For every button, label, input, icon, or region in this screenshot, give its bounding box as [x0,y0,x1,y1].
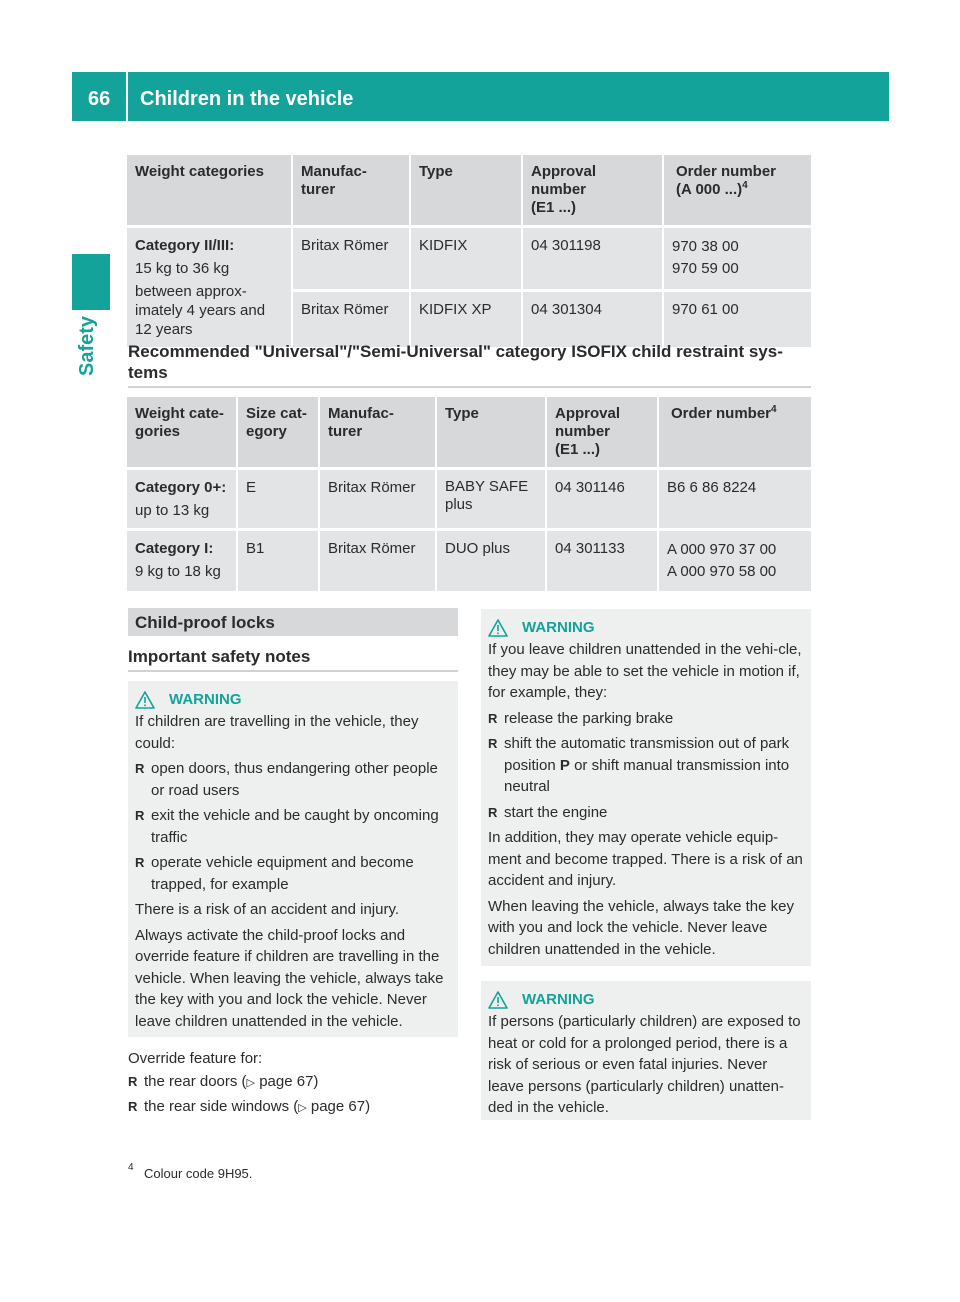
table-cell: 970 38 00 970 59 00 [664,228,811,292]
col-header-type: Type [437,397,547,470]
category-age: between approx- imately 4 years and 12 years [135,283,266,338]
page-number: 66 [88,88,111,110]
list-item: R start the engine [488,802,803,824]
table-cell: KIDFIX XP [411,292,523,350]
list-item: R operate vehicle equipment and become trapped, for example [135,852,450,895]
warning-triangle-icon [135,691,155,709]
warning-risk: There is a risk of an accident and injury. [135,901,400,918]
warning-triangle-icon [488,991,508,1009]
warning-advice: Always activate the child-proof locks and override feature if children are travelling in the vehicle. When leaving the vehicle, always take the key with you and lock the vehicle. Never leave children unattended in the vehicle. [135,926,444,1030]
table-cell: Britax Römer [320,531,437,594]
category-cell: Category 0+: up to 13 kg [127,470,238,531]
list-item: R exit the vehicle and be caught by oncoming traffic [135,805,450,848]
warning-box-3 [481,981,811,1120]
list-item: R release the parking brake [488,708,803,730]
warning-intro: If you leave children unattended in the vehi-cle, they may be able to set the vehicle in motion if, for example, they: [488,641,802,701]
footnote-ref: 4 [742,180,748,191]
table-cell: 04 301304 [523,292,664,350]
table-cell: B6 6 86 8224 [659,470,811,531]
table-cell: A 000 970 37 00 A 000 970 58 00 [659,531,811,594]
side-tab-marker [72,254,110,310]
table-cell: DUO plus [437,531,547,594]
list-item: R open doors, thus endangering other people or road users [135,758,450,801]
warning-box-2 [481,609,811,966]
col-header-manufacturer: Manufac- turer [293,155,411,228]
table-cell: Britax Römer [293,228,411,292]
divider [128,386,811,388]
col-header-approval: Approval number (E1 ...) [523,155,664,228]
warning-title: WARNING [135,689,450,711]
category-title: Category II/III: [135,237,235,254]
col-header-order: Order number$^4$ [659,397,811,470]
recommended-heading: Recommended "Universal"/"Semi-Universal" category ISOFIX child restraint sys- tems [128,342,783,382]
table-cell: 970 61 00 [664,292,811,350]
side-tab-label: Safety [76,315,98,376]
isofix-table-1 [127,155,811,350]
table-cell: Britax Römer [320,470,437,531]
table-cell: 04 301146 [547,470,659,531]
section-heading: Child-proof locks [128,608,458,636]
footnote-mark: 4 [128,1162,134,1173]
col-header-weight: Weight cate- gories [127,397,238,470]
page-ref-link[interactable]: page 67) [310,1098,371,1115]
page-ref-arrow-icon: ▷ [246,1077,256,1089]
warning-box-1 [128,681,458,1037]
warning-triangle-icon [488,619,508,637]
table-cell: BABY SAFE plus [437,470,547,531]
table-cell: 04 301133 [547,531,659,594]
table-cell: E [238,470,320,531]
override-section [128,1047,458,1124]
col-header-weight: Weight categories [127,155,293,228]
col-header-order: Order number (A 000 ...)$^4$ [664,155,811,228]
table-cell: Britax Römer [293,292,411,350]
category-cell: Category I: 9 kg to 18 kg [127,531,238,594]
divider [128,670,458,672]
page-title: Children in the vehicle [140,88,354,110]
table-cell: B1 [238,531,320,594]
warning-para: When leaving the vehicle, always take the key with you and lock the vehicle. Never leave children unattended in the vehicle. [488,897,794,958]
col-header-approval: Approval number (E1 ...) [547,397,659,470]
page-ref-link[interactable]: page 67) [259,1073,319,1090]
table-cell: 04 301198 [523,228,664,292]
warning-intro: If children are travelling in the vehicle, they could: [135,713,419,752]
isofix-table-2 [127,397,811,594]
col-header-type: Type [411,155,523,228]
override-title: Override feature for: [128,1050,263,1067]
table-cell: KIDFIX [411,228,523,292]
col-header-manufacturer: Manufac- turer [320,397,437,470]
header-separator [126,72,128,121]
list-item: R the rear doors (▷ page 67) [128,1070,458,1095]
list-item: R shift the automatic transmission out of park position P or shift manual transmission into neutral [488,733,803,798]
list-item: R the rear side windows (▷ page 67) [128,1095,458,1120]
warning-text: If persons (particularly children) are exposed to heat or cold for a prolonged period, there is a risk of serious or even fatal injuries. Never leave persons (particularly children) unatten-ded in the vehicle. [488,1013,801,1116]
col-header-size: Size cat- egory [238,397,320,470]
page-ref-arrow-icon: ▷ [298,1102,307,1114]
footnote-text: Colour code 9H95. [144,1166,253,1181]
category-weight: 15 kg to 36 kg [135,260,230,277]
footnote-ref: 4 [771,404,777,415]
warning-title: WARNING [488,617,803,639]
warning-para: In addition, they may operate vehicle equip-ment and become trapped. There is a risk of an accident and injury. [488,829,803,889]
warning-title: WARNING [488,989,803,1011]
category-cell [127,228,293,350]
subsection-heading: Important safety notes [128,647,311,666]
